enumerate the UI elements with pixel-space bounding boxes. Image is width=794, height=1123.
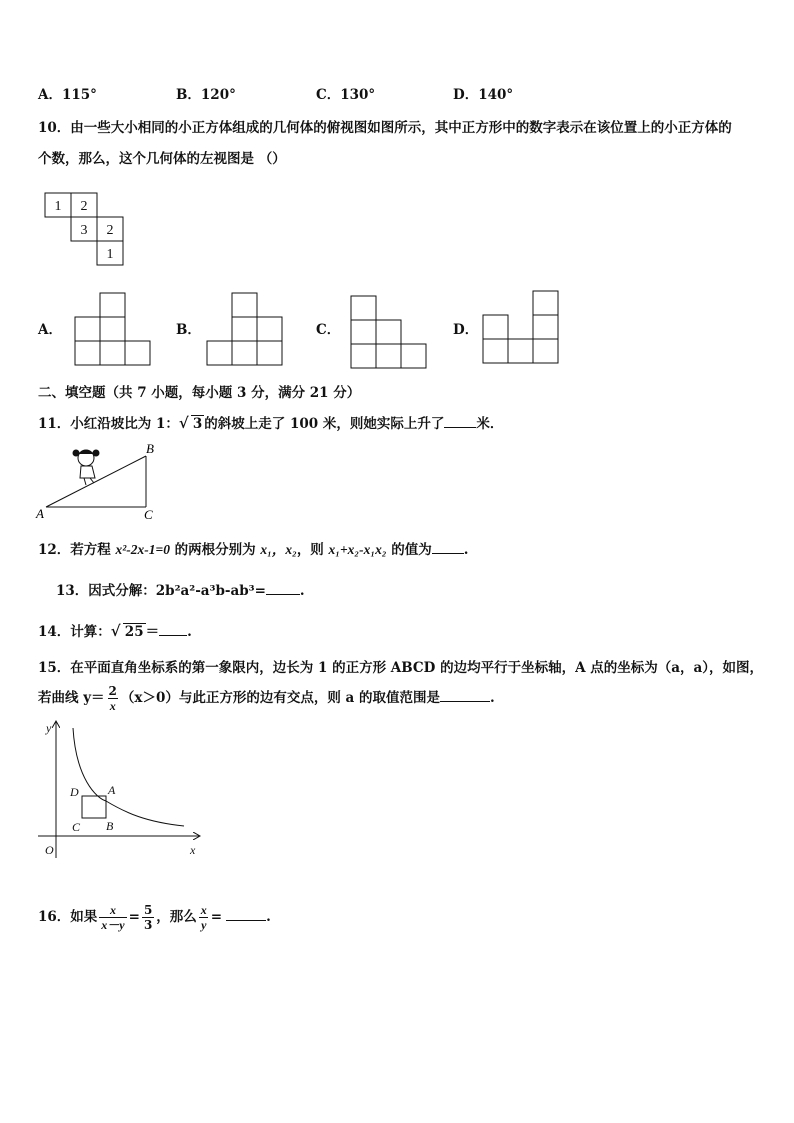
q16-pre: 16．如果 bbox=[38, 909, 98, 925]
q16-frac2-den: 3 bbox=[143, 918, 153, 932]
q16-frac2-num: 5 bbox=[143, 903, 153, 917]
q16-frac3-den: y bbox=[201, 918, 207, 932]
girl-figure-icon bbox=[73, 450, 100, 486]
q15-coordinate-figure bbox=[36, 718, 206, 864]
q14-radicand: 25 bbox=[124, 624, 144, 640]
q14-equals: ＝ bbox=[145, 624, 160, 640]
q11-label-a: A bbox=[36, 506, 44, 521]
q9-option-c: C．130° bbox=[316, 87, 376, 103]
q13-prompt: 13．因式分解：2b²a²-a³b-ab³= bbox=[56, 583, 266, 599]
q11-slope-figure bbox=[34, 440, 164, 524]
q15-label-c: C bbox=[72, 820, 81, 834]
q11-text bbox=[38, 412, 503, 432]
q15-end: . bbox=[490, 690, 495, 706]
q16-text bbox=[38, 903, 271, 932]
q15-line2-post: （x＞0）与此正方形的边有交点，则 a 的取值范围是 bbox=[120, 690, 440, 706]
hyperbola-curve bbox=[73, 728, 184, 826]
q11-label-c: C bbox=[144, 507, 153, 522]
q12-text bbox=[38, 538, 468, 558]
q10-option-b-figure bbox=[204, 292, 286, 368]
q15-label-x: x bbox=[190, 843, 196, 857]
q12-roots: x₁，x₂ bbox=[260, 542, 297, 557]
q16-mid: ，那么 bbox=[156, 909, 197, 925]
q11-pre: 11．小红沿坡比为 1： bbox=[38, 416, 179, 432]
grid-num-1: 1 bbox=[54, 199, 62, 214]
q13-text bbox=[56, 579, 305, 599]
q10-top-view-grid bbox=[44, 192, 126, 268]
q15-label-d: D bbox=[70, 785, 79, 799]
q16-fraction-1 bbox=[99, 903, 126, 932]
grid-num-5: 1 bbox=[106, 247, 114, 262]
q15-frac-num: 2 bbox=[108, 684, 117, 698]
q16-equals-2: = bbox=[210, 909, 223, 925]
q12-post: 的值为 bbox=[386, 542, 432, 558]
q9-option-a: A．115° bbox=[38, 87, 97, 103]
q15-fraction bbox=[107, 684, 119, 713]
q14-text bbox=[38, 620, 192, 640]
q16-fraction-3 bbox=[199, 903, 209, 932]
q15-line1: 15．在平面直角坐标系的第一象限内，边长为 1 的正方形 ABCD 的边均平行于坐标轴，A 点的坐标为（a，a），如图， bbox=[38, 660, 763, 676]
q13-end: . bbox=[299, 583, 305, 599]
q15-label-a: A bbox=[108, 783, 116, 797]
grid-num-2: 2 bbox=[80, 199, 88, 214]
q16-end: . bbox=[266, 909, 271, 925]
q12-expression: x₁+x₂-x₁x₂ bbox=[328, 542, 387, 557]
q10-option-c-label: C． bbox=[316, 322, 341, 338]
q14-end: . bbox=[187, 624, 192, 640]
q10-option-d-figure bbox=[480, 290, 562, 368]
q10-line1: 10．由一些大小相同的小正方体组成的几何体的俯视图如图所示，其中正方形中的数字表示在该位置上的小正方体的 bbox=[38, 120, 732, 136]
q16-frac1-num: x bbox=[109, 903, 116, 917]
q14-sqrt: √ 25 bbox=[110, 622, 144, 640]
q15-label-y: y bbox=[46, 721, 52, 735]
q10-option-c-figure bbox=[348, 295, 430, 371]
q16-answer-blank[interactable] bbox=[226, 908, 266, 921]
q12-equation: x²-2x-1=0 bbox=[115, 542, 170, 557]
q16-equals: = bbox=[128, 909, 140, 925]
q11-label-b: B bbox=[146, 441, 154, 456]
q10-option-b-label: B． bbox=[176, 322, 201, 338]
q15-line2 bbox=[38, 684, 495, 713]
q15-frac-den: x bbox=[109, 699, 116, 713]
grid-num-4: 2 bbox=[106, 223, 114, 238]
q12-mid2: ，则 bbox=[296, 542, 329, 558]
q14-answer-blank[interactable] bbox=[159, 623, 187, 636]
q15-label-o: O bbox=[45, 843, 54, 857]
q10-option-a-figure bbox=[72, 292, 154, 368]
q9-option-d: D．140° bbox=[453, 87, 514, 103]
q14-pre: 14．计算： bbox=[38, 624, 111, 640]
q9-option-b: B．120° bbox=[176, 87, 236, 103]
grid-num-3: 3 bbox=[80, 223, 88, 238]
q12-mid: 的两根分别为 bbox=[169, 542, 261, 558]
q11-radicand: 3 bbox=[192, 416, 203, 432]
q16-frac1-den: x－y bbox=[101, 918, 125, 932]
q11-post: 的斜坡上走了 100 米，则她实际上升了 bbox=[204, 416, 445, 432]
q12-pre: 12．若方程 bbox=[38, 542, 116, 558]
q11-answer-blank[interactable] bbox=[444, 415, 476, 428]
q15-answer-blank[interactable] bbox=[440, 689, 490, 702]
q10-option-a-label: A． bbox=[38, 322, 62, 338]
q16-fraction-2 bbox=[142, 903, 154, 932]
q12-answer-blank[interactable] bbox=[432, 541, 464, 554]
section-title: 二、填空题（共 7 小题，每小题 3 分，满分 21 分） bbox=[38, 385, 361, 401]
q10-option-d-label: D． bbox=[453, 322, 479, 338]
q13-answer-blank[interactable] bbox=[266, 582, 300, 595]
q11-sqrt: √ 3 bbox=[178, 414, 203, 432]
q12-end: . bbox=[463, 542, 469, 558]
q15-line2-pre: 若曲线 y＝ bbox=[38, 690, 105, 706]
q11-unit: 米． bbox=[476, 416, 504, 432]
q10-line2: 个数，那么，这个几何体的左视图是 （） bbox=[38, 151, 286, 167]
q15-label-b: B bbox=[106, 819, 114, 833]
q16-frac3-num: x bbox=[200, 903, 207, 917]
